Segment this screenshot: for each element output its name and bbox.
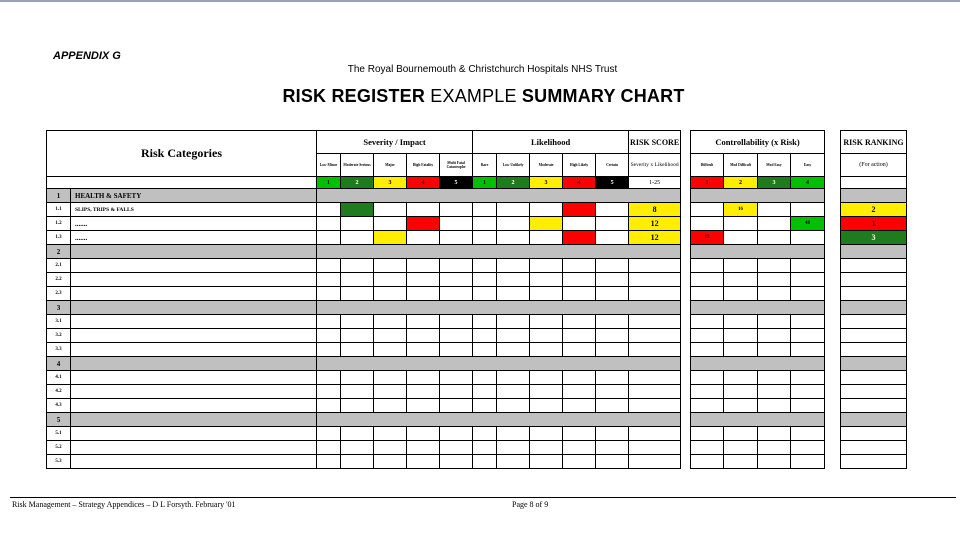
risk-categories-header: Risk Categories xyxy=(47,131,317,177)
section-title xyxy=(71,357,317,371)
footer-rule xyxy=(10,497,956,498)
severity-header: Severity / Impact xyxy=(317,131,473,154)
likelihood-marker xyxy=(563,231,596,245)
section-number: 3 xyxy=(47,301,71,315)
severity-marker xyxy=(341,203,374,217)
row-number: 5.2 xyxy=(47,441,71,455)
risk-score: 12 xyxy=(629,217,681,231)
risk-ranking-table xyxy=(840,130,907,469)
section-band xyxy=(841,301,907,315)
risk-rank: 3 xyxy=(841,231,907,245)
section-band xyxy=(317,189,681,203)
controllability-value: 16 xyxy=(724,203,758,217)
row-number: 1.1 xyxy=(47,203,71,217)
row-number: 5.1 xyxy=(47,427,71,441)
likelihood-level-label: Moderate xyxy=(530,154,563,177)
likelihood-level-label: Rare xyxy=(473,154,497,177)
section-band xyxy=(841,245,907,259)
controllability-number: 2 xyxy=(724,177,758,189)
risk-rank: 2 xyxy=(841,203,907,217)
risk-ranking-header: RISK RANKING xyxy=(841,131,907,154)
page-title xyxy=(0,86,960,107)
risk-score-range: 1-25 xyxy=(629,177,681,189)
title-part-3: SUMMARY CHART xyxy=(521,86,685,106)
section-band xyxy=(841,357,907,371)
row-number: 2.1 xyxy=(47,259,71,273)
section-title xyxy=(71,245,317,259)
section-title xyxy=(71,301,317,315)
severity-level-label: Moderate Serious xyxy=(341,154,374,177)
title-part-2: EXAMPLE xyxy=(425,86,522,106)
risk-rank: 1 xyxy=(841,217,907,231)
controllability-level-label: Mod Difficult xyxy=(724,154,758,177)
likelihood-number: 1 xyxy=(473,177,497,189)
risk-ranking-subtitle: (For action) xyxy=(841,154,907,177)
severity-marker xyxy=(407,217,440,231)
blank-cell xyxy=(47,177,317,189)
section-band xyxy=(691,189,825,203)
row-number: 1.3 xyxy=(47,231,71,245)
section-number: 1 xyxy=(47,189,71,203)
title-part-1: RISK REGISTER xyxy=(282,86,426,106)
row-number: 4.1 xyxy=(47,371,71,385)
severity-marker xyxy=(374,231,407,245)
controllability-number: 4 xyxy=(791,177,825,189)
risk-score: 8 xyxy=(629,203,681,217)
section-band xyxy=(317,413,681,427)
row-number: 1.2 xyxy=(47,217,71,231)
row-number: 4.2 xyxy=(47,385,71,399)
row-number: 3.1 xyxy=(47,315,71,329)
likelihood-number: 3 xyxy=(530,177,563,189)
severity-level-label: Multi Fatal Catastrophe xyxy=(440,154,473,177)
controllability-number: 1 xyxy=(691,177,724,189)
severity-level-label: Low Minor xyxy=(317,154,341,177)
section-number: 4 xyxy=(47,357,71,371)
severity-level-label: High Fatality xyxy=(407,154,440,177)
likelihood-number: 2 xyxy=(497,177,530,189)
row-number: 3.2 xyxy=(47,329,71,343)
likelihood-number: 5 xyxy=(596,177,629,189)
severity-number: 3 xyxy=(374,177,407,189)
row-number: 4.3 xyxy=(47,399,71,413)
trust-name: The Royal Bournemouth & Christchurch Hospitals NHS Trust xyxy=(347,64,618,75)
controllability-level-label: Easy xyxy=(791,154,825,177)
section-band xyxy=(691,357,825,371)
severity-number: 1 xyxy=(317,177,341,189)
controllability-header: Controllability (x Risk) xyxy=(691,131,825,154)
section-number: 2 xyxy=(47,245,71,259)
blank-cell xyxy=(841,177,907,189)
risk-register-table xyxy=(46,130,681,469)
section-band xyxy=(317,245,681,259)
likelihood-level-label: Low Unlikely xyxy=(497,154,530,177)
top-border xyxy=(0,0,960,2)
row-label: ....... xyxy=(71,231,317,245)
likelihood-header: Likelihood xyxy=(473,131,629,154)
likelihood-marker xyxy=(530,217,563,231)
risk-score: 12 xyxy=(629,231,681,245)
footer-text: Risk Management – Strategy Appendices – D L Forsyth. February '01 xyxy=(12,500,236,509)
section-band xyxy=(841,413,907,427)
section-band xyxy=(841,189,907,203)
row-label: SLIPS, TRIPS & FALLS xyxy=(71,203,317,217)
controllability-level-label: Mod Easy xyxy=(758,154,791,177)
row-number: 5.3 xyxy=(47,455,71,469)
severity-number: 4 xyxy=(407,177,440,189)
row-number: 2.2 xyxy=(47,273,71,287)
severity-number: 2 xyxy=(341,177,374,189)
likelihood-level-label: High Likely xyxy=(563,154,596,177)
risk-score-header: RISK SCORE xyxy=(629,131,681,154)
appendix-label: APPENDIX G xyxy=(53,50,121,62)
page-number: Page 8 of 9 xyxy=(512,500,549,509)
severity-number: 5 xyxy=(440,177,473,189)
severity-level-label: Major xyxy=(374,154,407,177)
controllability-value: 48 xyxy=(791,217,825,231)
controllability-number: 3 xyxy=(758,177,791,189)
controllability-level-label: Difficult xyxy=(691,154,724,177)
row-number: 3.3 xyxy=(47,343,71,357)
row-number: 2.3 xyxy=(47,287,71,301)
likelihood-level-label: Certain xyxy=(596,154,629,177)
controllability-value: 12 xyxy=(691,231,724,245)
risk-score-formula: Severity x Likelihood xyxy=(629,154,681,177)
section-band xyxy=(317,301,681,315)
section-band xyxy=(691,413,825,427)
section-number: 5 xyxy=(47,413,71,427)
controllability-table xyxy=(690,130,825,469)
section-band xyxy=(691,245,825,259)
section-title xyxy=(71,413,317,427)
likelihood-number: 4 xyxy=(563,177,596,189)
section-title: HEALTH & SAFETY xyxy=(71,189,317,203)
row-label: ....... xyxy=(71,217,317,231)
section-band xyxy=(317,357,681,371)
likelihood-marker xyxy=(563,203,596,217)
section-band xyxy=(691,301,825,315)
